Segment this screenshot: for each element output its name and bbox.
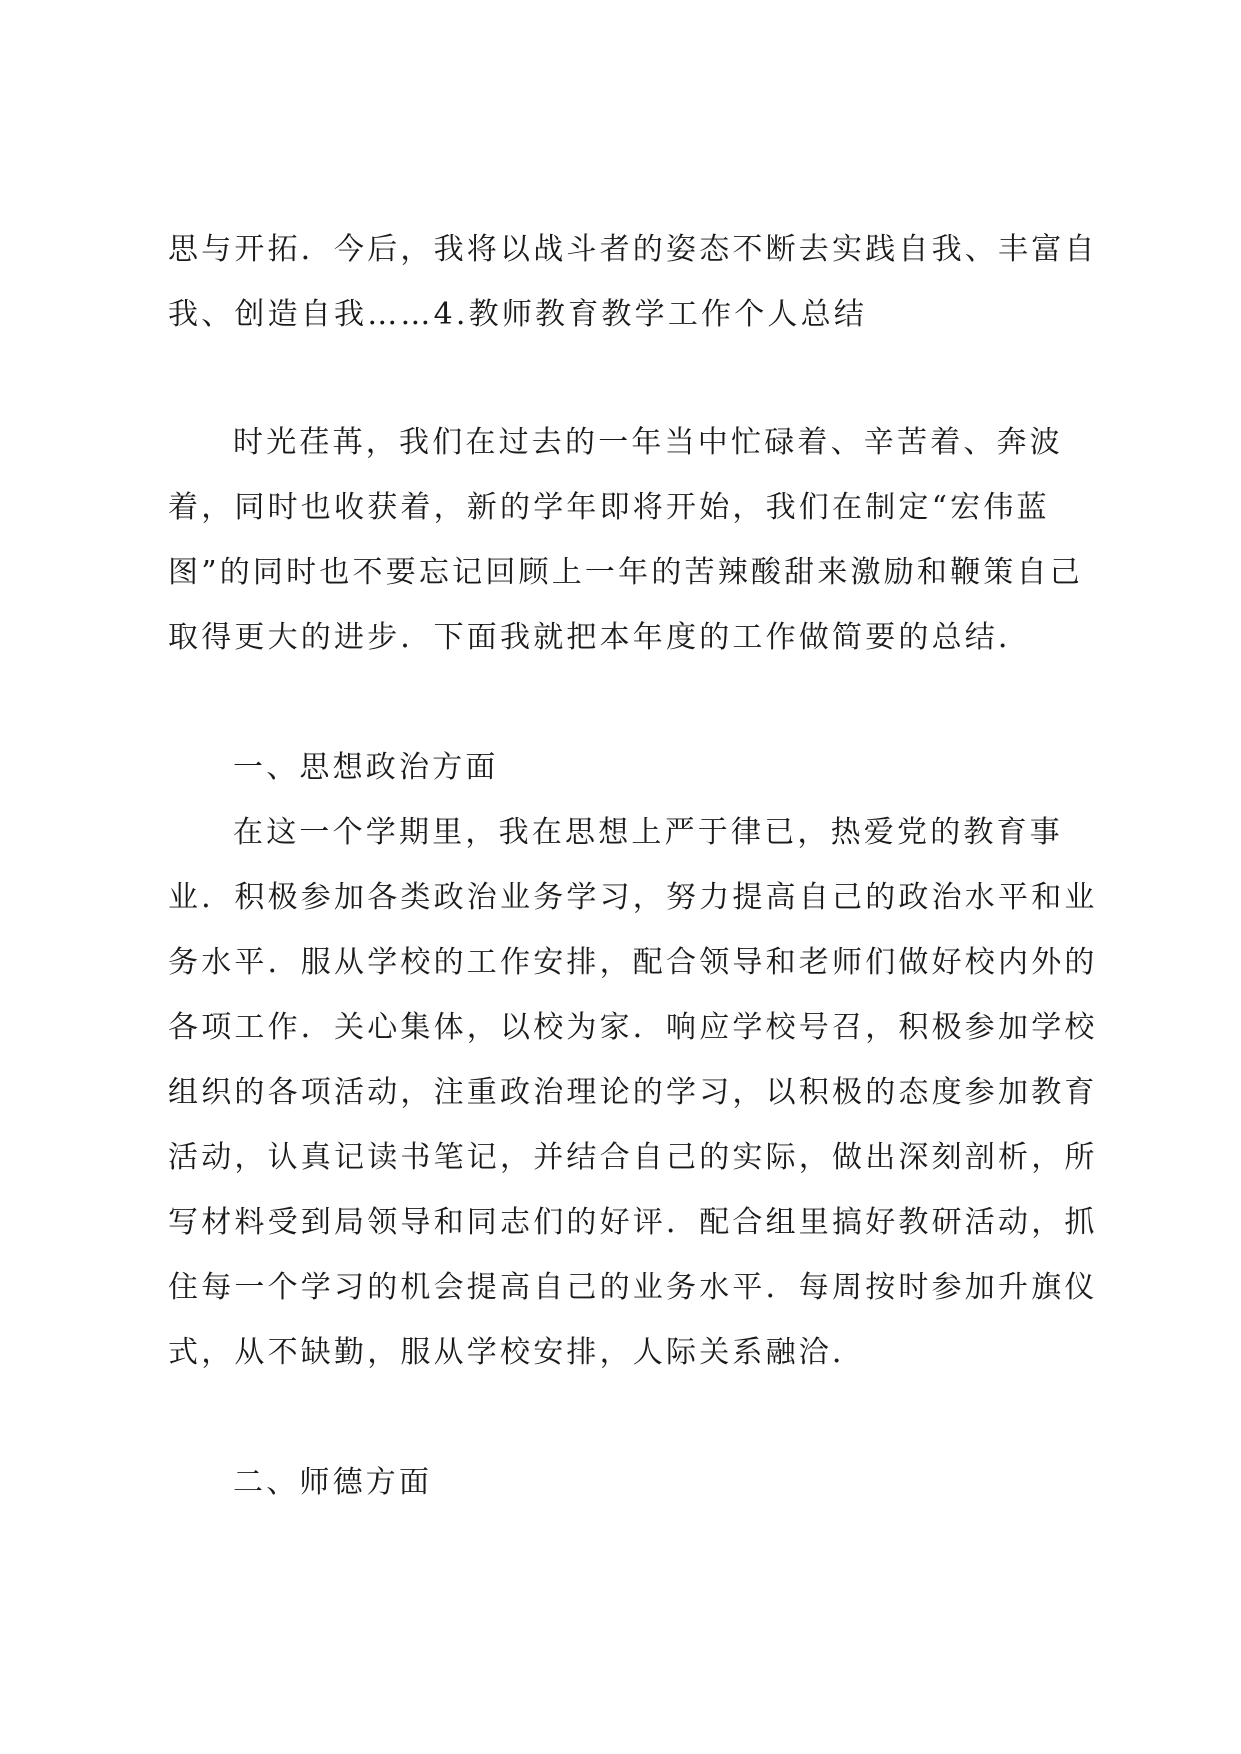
section1-line-5: 组织的各项活动，注重政治理论的学习，以积极的态度参加教育 [168,1075,1098,1110]
section1-line-8: 住每一个学习的机会提高自己的业务水平．每周按时参加升旗仪 [168,1270,1098,1305]
intro-line-2: 我、创造自我……4.教师教育教学工作个人总结 [168,297,868,332]
intro-line-1: 思与开拓．今后，我将以战斗者的姿态不断去实践自我、丰富自 [168,232,1098,267]
opening-line-2: 着，同时也收获着，新的学年即将开始，我们在制定“宏伟蓝 [168,490,1050,525]
section1-line-3: 务水平．服从学校的工作安排，配合领导和老师们做好校内外的 [168,945,1098,980]
section1-line-4: 各项工作．关心集体，以校为家．响应学校号召，积极参加学校 [168,1010,1098,1045]
section1-line-9: 式，从不缺勤，服从学校安排，人际关系融洽． [168,1335,866,1370]
opening-line-3: 图”的同时也不要忘记回顾上一年的苦辣酸甜来激励和鞭策自己 [168,555,1083,590]
section1-line-7: 写材料受到局领导和同志们的好评．配合组里搞好教研活动，抓 [168,1205,1098,1240]
section1-line-1: 在这一个学期里，我在思想上严于律已，热爱党的教育事 [233,815,1063,850]
section1-heading: 一、思想政治方面 [233,750,499,785]
opening-line-4: 取得更大的进步．下面我就把本年度的工作做简要的总结． [168,620,1032,655]
section1-line-6: 活动，认真记读书笔记，并结合自己的实际，做出深刻剖析，所 [168,1140,1098,1175]
opening-line-1: 时光荏苒，我们在过去的一年当中忙碌着、辛苦着、奔波 [233,425,1063,460]
section1-line-2: 业．积极参加各类政治业务学习，努力提高自己的政治水平和业 [168,880,1098,915]
section2-heading: 二、师德方面 [233,1465,433,1500]
